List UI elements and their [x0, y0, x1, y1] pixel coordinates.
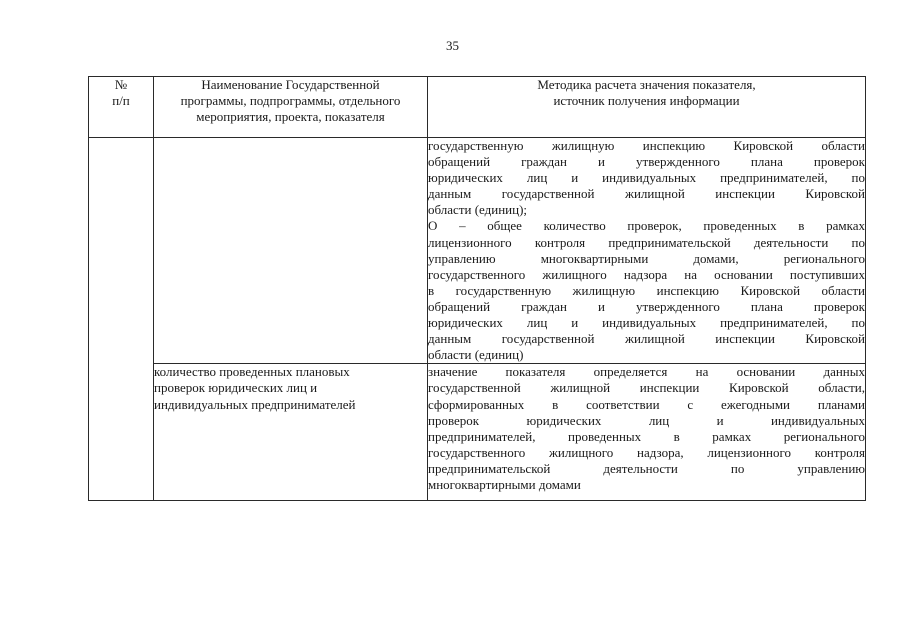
header-line: источник получения информации	[553, 93, 740, 109]
method-line: значение показателя определяется на основании данных	[428, 364, 865, 380]
page-number: 35	[446, 38, 459, 53]
method-line: обращений граждан и утвержденного плана проверок	[428, 298, 865, 314]
table-row	[89, 364, 866, 501]
header-line: №	[114, 77, 128, 92]
cell-name	[154, 138, 428, 364]
method-line: обращений граждан и утвержденного плана проверок	[428, 154, 865, 170]
method-line: лицензионного контроля предпринимательской деятельности по	[428, 234, 865, 250]
method-line: государственного жилищного надзора, лицензионного контроля	[428, 444, 865, 460]
header-line: Методика расчета значения показателя,	[537, 77, 756, 92]
method-line: области (единиц);	[428, 202, 528, 218]
method-line: данным государственной жилищной инспекции Кировской	[428, 331, 865, 347]
header-method	[428, 77, 866, 138]
cell-name	[154, 364, 428, 501]
table-header-row	[89, 77, 866, 138]
method-line: государственной жилищной инспекции Кировской области,	[428, 380, 865, 396]
table-row	[89, 138, 866, 364]
name-line: индивидуальных предпринимателей	[154, 396, 356, 412]
method-line: государственного жилищного надзора на основании поступивших	[428, 266, 865, 282]
header-line: Наименование Государственной	[201, 77, 380, 92]
method-line: предпринимателей, проведенных в рамках регионального	[428, 428, 865, 444]
method-line: многоквартирными домами	[428, 476, 581, 492]
method-line: области (единиц)	[428, 347, 524, 363]
method-line: проверок юридических лиц и индивидуальных	[428, 412, 865, 428]
method-line: данным государственной жилищной инспекции Кировской	[428, 186, 865, 202]
method-line: в государственную жилищную инспекцию Кировской области	[428, 282, 865, 298]
method-line: управлению многоквартирными домами, регионального	[428, 250, 865, 266]
name-line: проверок юридических лиц и	[154, 380, 318, 396]
method-line: предпринимательской деятельности по управлению	[428, 460, 865, 476]
cell-method	[428, 138, 866, 364]
method-line: юридических лиц и индивидуальных предпринимателей, по	[428, 315, 865, 331]
method-line: государственную жилищную инспекцию Кировской области	[428, 138, 865, 153]
header-line: мероприятия, проекта, показателя	[196, 109, 385, 125]
cell-number	[89, 138, 154, 501]
method-line: О – общее количество проверок, проведенных в рамках	[428, 218, 865, 234]
header-line: п/п	[112, 93, 130, 109]
method-line: сформированных в соответствии с ежегодными планами	[428, 396, 865, 412]
name-line: количество проведенных плановых	[154, 364, 350, 380]
indicator-table	[88, 76, 866, 501]
cell-method	[428, 364, 866, 501]
method-line: юридических лиц и индивидуальных предпринимателей, по	[428, 170, 865, 186]
header-name	[154, 77, 428, 138]
header-number	[89, 77, 154, 138]
header-line: программы, подпрограммы, отдельного	[180, 93, 401, 109]
